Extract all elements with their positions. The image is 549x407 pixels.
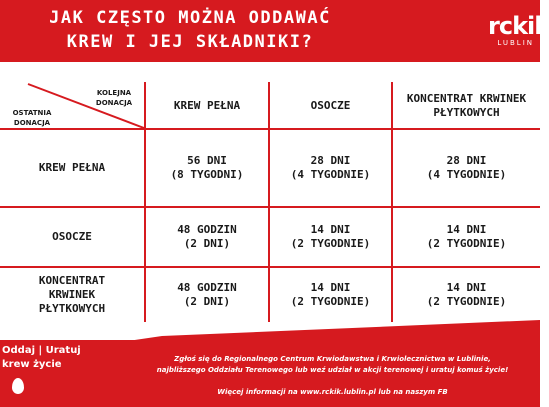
cell-value-sub: (2 DNI) bbox=[183, 237, 231, 250]
table-cell bbox=[393, 208, 540, 266]
title-line-1: JAK CZĘSTO MOŻNA ODDAWAĆ bbox=[49, 8, 331, 28]
cell-value-sub: (2 TYGODNIE) bbox=[426, 295, 507, 308]
header-banner bbox=[0, 0, 549, 62]
row-header-krew: KREW PEŁNA bbox=[38, 161, 106, 174]
table-cell bbox=[270, 130, 391, 206]
footer-line-1: Zgłoś się do Regionalnego Centrum Krwiodawstwa i Krwiolecznictwa w Lublinie, bbox=[174, 355, 491, 363]
table-cell bbox=[270, 208, 391, 266]
slogan-row-2: krew życie bbox=[2, 359, 62, 370]
cell-value: 14 DNI bbox=[446, 223, 487, 236]
table-cell bbox=[146, 268, 268, 322]
cell-value-sub: (2 TYGODNIE) bbox=[426, 237, 507, 250]
cell-value-sub: (4 TYGODNIE) bbox=[290, 168, 371, 181]
rckik-logo bbox=[488, 12, 549, 48]
title-line-2: KREW I JEJ SKŁADNIKI? bbox=[66, 32, 314, 52]
table-cell bbox=[393, 130, 540, 206]
footer-info bbox=[130, 354, 535, 376]
blood-drop-icon bbox=[12, 378, 24, 394]
slogan-row-1: Oddaj | Uratuj bbox=[2, 345, 81, 356]
corner-label-next: KOLEJNA DONACJA bbox=[95, 89, 133, 107]
cell-value: 14 DNI bbox=[310, 223, 351, 236]
cell-value: 56 DNI bbox=[187, 154, 227, 167]
cell-value-sub: (4 TYGODNIE) bbox=[426, 168, 507, 181]
cell-value: 28 DNI bbox=[310, 154, 351, 167]
logo-city: LUBLIN bbox=[497, 39, 534, 47]
cell-value: 14 DNI bbox=[446, 281, 487, 294]
row-header-koncentrat: KONCENTRAT KRWINEK PŁYTKOWYCH bbox=[38, 274, 106, 315]
table-cell bbox=[393, 268, 540, 322]
cell-value-sub: (2 TYGODNIE) bbox=[290, 295, 371, 308]
logo-text: rckik bbox=[488, 12, 549, 40]
cell-value-sub: (8 TYGODNI) bbox=[170, 168, 244, 181]
cell-value: 28 DNI bbox=[446, 154, 487, 167]
column-header-koncentrat: KONCENTRAT KRWINEK PŁYTKOWYCH bbox=[406, 92, 527, 119]
page-title bbox=[0, 6, 380, 54]
footer-line-2: najbliższego Oddziału Terenowego lub weź udział w akcji terenowej i uratuj komuś życie! bbox=[156, 366, 509, 374]
column-header-krew: KREW PEŁNA bbox=[173, 99, 241, 112]
footer-more-info: Więcej informacji na www.rckik.lublin.pl lub na naszym FB bbox=[217, 388, 448, 396]
slogan bbox=[2, 344, 82, 372]
table-cell bbox=[270, 268, 391, 322]
cell-value: 14 DNI bbox=[310, 281, 351, 294]
cell-value: 48 GODZIN bbox=[177, 281, 237, 294]
cell-value-sub: (2 TYGODNIE) bbox=[290, 237, 371, 250]
table-cell bbox=[146, 130, 268, 206]
cell-value: 48 GODZIN bbox=[177, 223, 237, 236]
column-header-osocze: OSOCZE bbox=[310, 99, 351, 112]
row-header-osocze: OSOCZE bbox=[52, 230, 92, 243]
corner-label-last: OSTATNIA DONACJA bbox=[12, 109, 52, 127]
table-cell bbox=[146, 208, 268, 266]
cell-value-sub: (2 DNI) bbox=[183, 295, 231, 308]
